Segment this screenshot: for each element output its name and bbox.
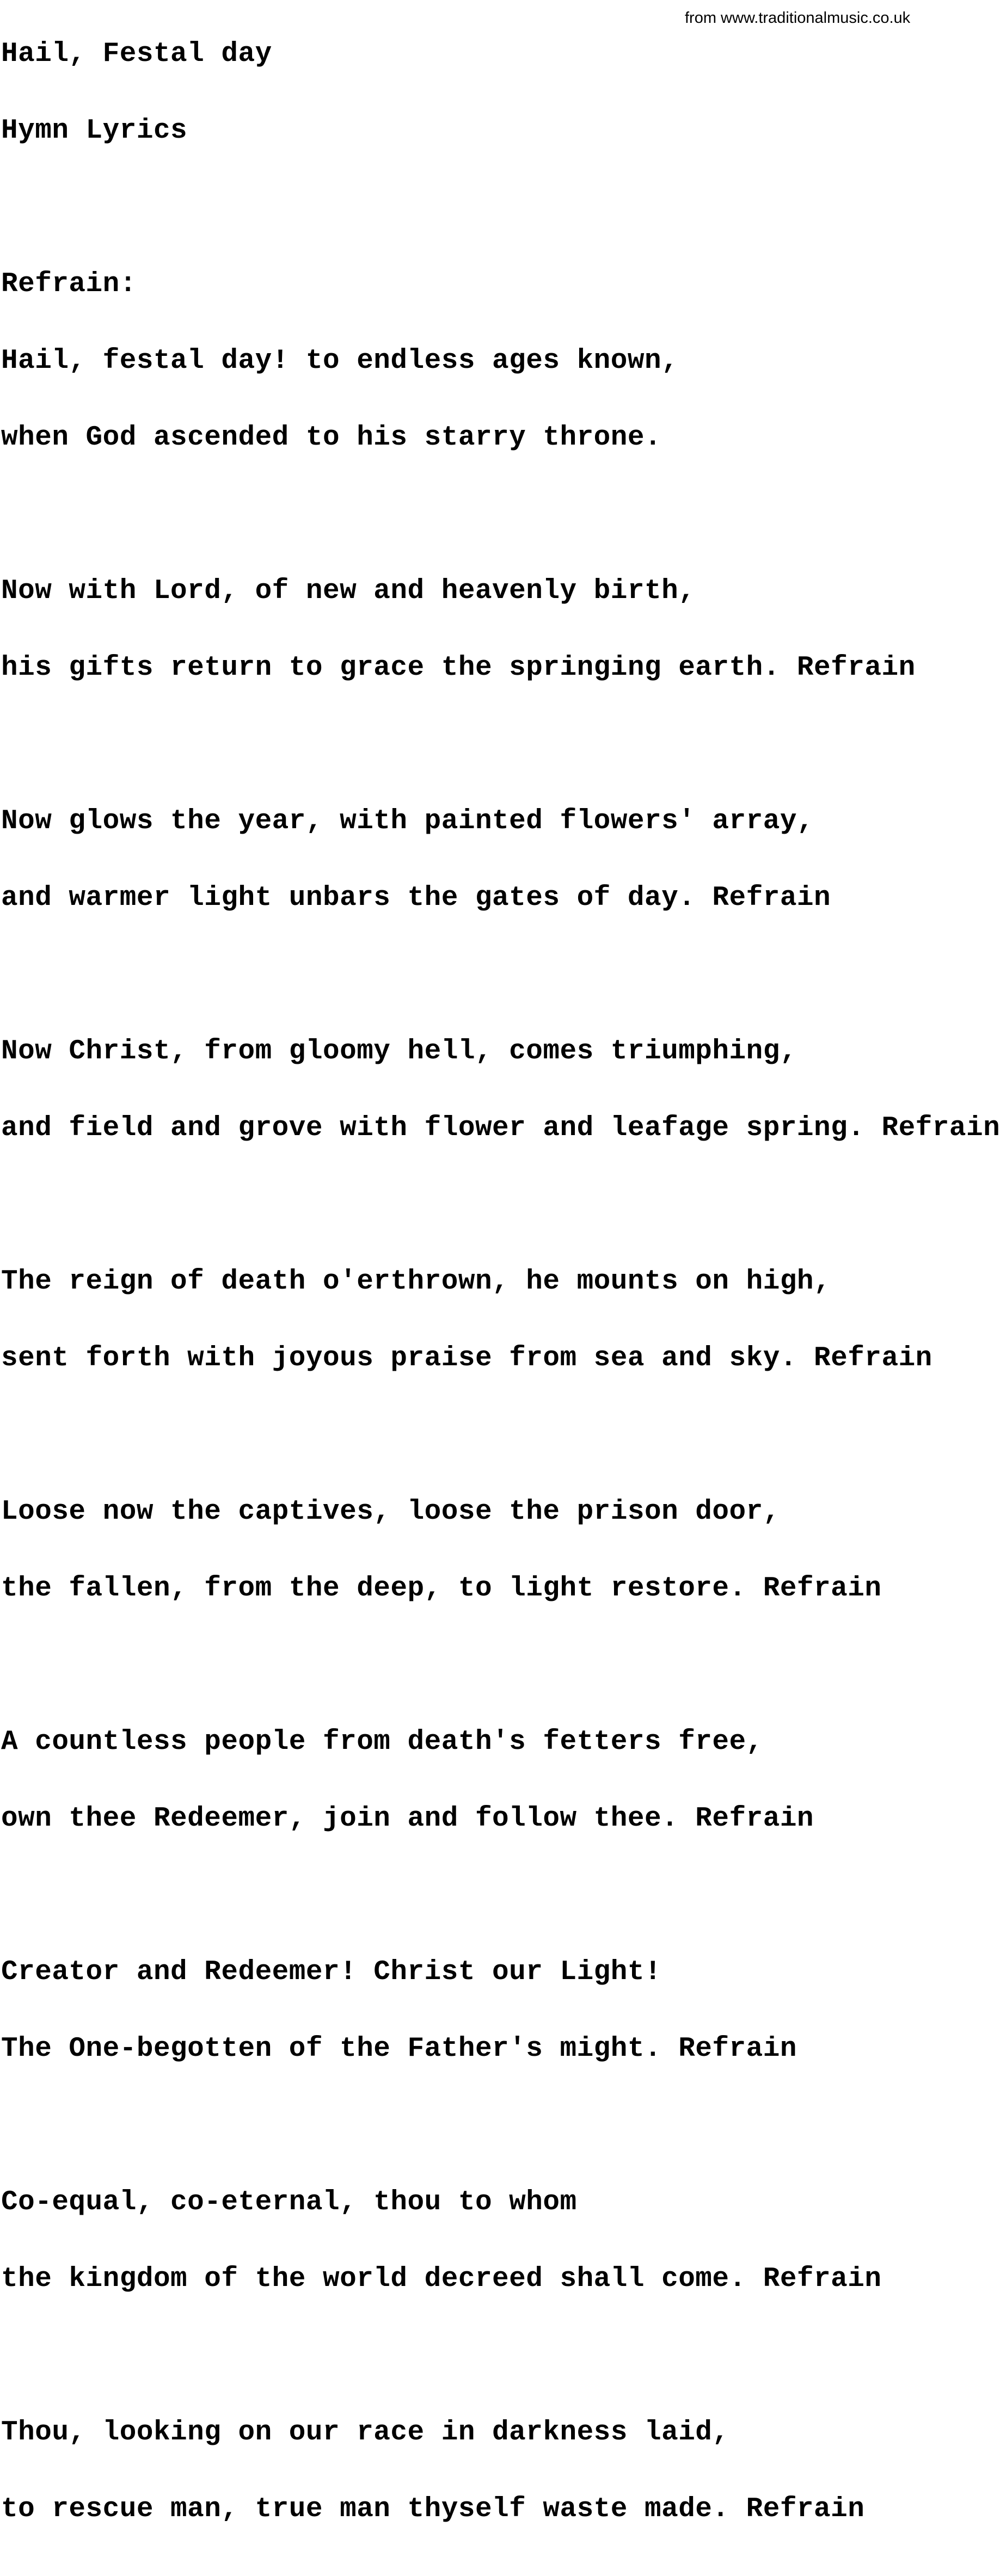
lyric-line: the kingdom of the world decreed shall come. Refrain (1, 2264, 882, 2295)
blank-line (1, 2343, 1000, 2369)
blank-line (1, 502, 1000, 527)
blank-line (1, 195, 1000, 220)
hymn-subtitle: Hymn Lyrics (1, 115, 188, 146)
lyric-line: and field and grove with flower and leafage spring. Refrain (1, 1113, 1000, 1144)
lyric-line: his gifts return to grace the springing earth. Refrain (1, 652, 916, 683)
blank-line (1, 1883, 1000, 1908)
lyric-line: The One-begotten of the Father's might. Refrain (1, 2033, 797, 2065)
lyric-line: Hail, festal day! to endless ages known, (1, 346, 679, 377)
lyric-line: Thou, looking on our race in darkness laid, (1, 2417, 729, 2448)
lyric-line: A countless people from death's fetters free, (1, 1727, 763, 1758)
lyric-line: and warmer light unbars the gates of day. Refrain (1, 883, 831, 914)
refrain-heading: Refrain: (1, 269, 137, 300)
lyric-line: Loose now the captives, loose the prison door, (1, 1496, 780, 1527)
blank-line (1, 962, 1000, 988)
source-attribution: from www.traditionalmusic.co.uk (685, 9, 911, 27)
hymn-title: Hail, Festal day (1, 39, 272, 70)
blank-line (1, 1422, 1000, 1448)
lyric-line: Now with Lord, of new and heavenly birth, (1, 576, 696, 607)
blank-line (1, 2113, 1000, 2139)
lyric-line: when God ascended to his starry throne. (1, 422, 662, 453)
lyric-line: to rescue man, true man thyself waste made. Refrain (1, 2494, 865, 2525)
lyric-line: Creator and Redeemer! Christ our Light! (1, 1957, 662, 1988)
blank-line (1, 732, 1000, 757)
lyric-line: own thee Redeemer, join and follow thee. Refrain (1, 1803, 814, 1834)
blank-line (1, 1192, 1000, 1218)
lyric-line: the fallen, from the deep, to light restore. Refrain (1, 1573, 882, 1604)
blank-line (1, 1653, 1000, 1678)
lyric-line: The reign of death o'erthrown, he mounts on high, (1, 1266, 831, 1297)
lyric-line: Now glows the year, with painted flowers' array, (1, 806, 814, 837)
lyric-line: Co-equal, co-eternal, thou to whom (1, 2187, 577, 2218)
lyric-line: Now Christ, from gloomy hell, comes triumphing, (1, 1036, 797, 1067)
lyric-line: sent forth with joyous praise from sea and sky. Refrain (1, 1343, 932, 1374)
lyrics-text (1, 0, 1000, 2573)
